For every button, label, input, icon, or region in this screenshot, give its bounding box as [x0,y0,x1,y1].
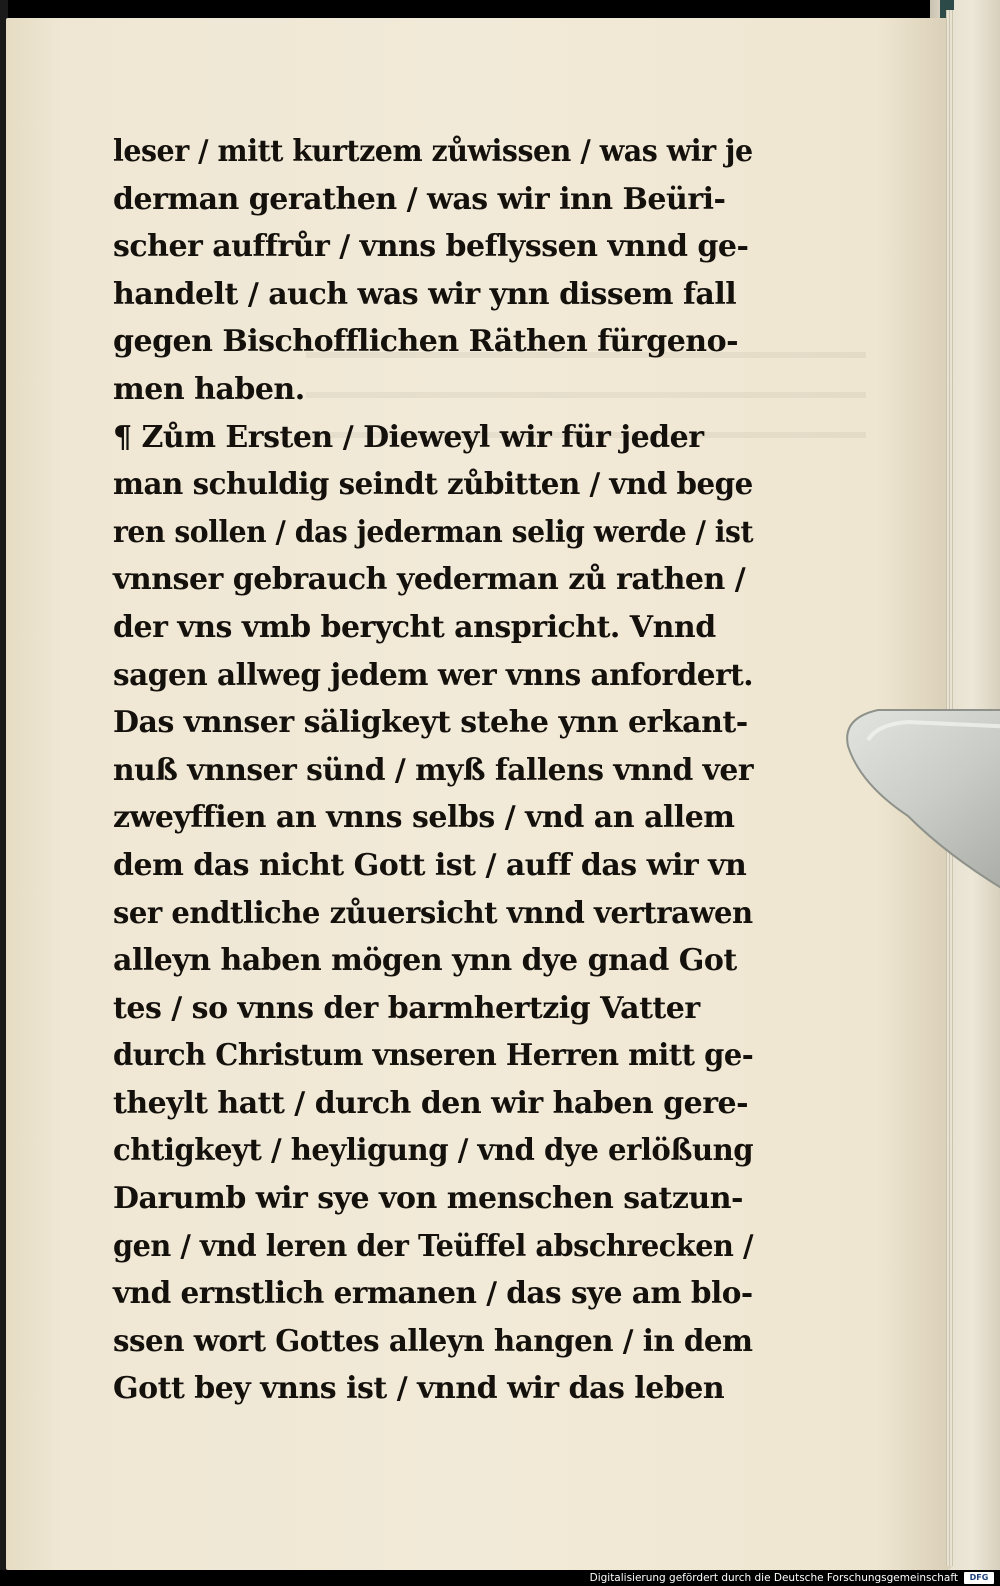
text-line: handelt / auch was wir ynn dissem fall [113,276,737,312]
text-line: leser / mitt kurtzem zůwissen / was wir je [113,134,753,169]
text-line: der vns vmb berycht anspricht. Vnnd [113,609,716,645]
text-line: men haben. [113,371,305,407]
text-line: Gott bey vnns ist / vnnd wir das leben [113,1371,725,1407]
text-line: scher auffrůr / vnns beflyssen vnnd ge- [113,229,749,265]
text-line: vnd ernstlich ermanen / das sye am blo- [113,1276,753,1312]
text-line: Darumb wir sye von menschen satzun- [113,1181,744,1217]
dfg-logo-icon: DFG [964,1572,994,1584]
text-line: man schuldig seindt zůbitten / vnd bege [113,467,753,503]
text-line: nuß vnnser sünd / myß fallens vnnd ver [113,752,754,788]
text-line: Das vnnser säligkeyt stehe ynn erkant- [113,705,748,741]
text-line: ren sollen / das jederman selig werde / ist [113,514,754,550]
page-edges [946,10,954,1566]
page-text [113,128,753,1413]
text-line: alleyn haben mögen ynn dye gnad Got [113,943,737,979]
text-line: durch Christum vnseren Herren mitt ge- [113,1038,754,1074]
text-line: ser endtliche zůuersicht vnnd vertrawen [113,895,753,931]
text-line: dem das nicht Gott ist / auff das wir vn [113,847,747,883]
text-line: tes / so vnns der barmhertzig Vatter [113,990,700,1026]
text-line: vnnser gebrauch yederman zů rathen / [113,562,746,598]
text-line: ¶ Zům Ersten / Dieweyl wir für jeder [113,419,704,455]
text-line: gegen Bischofflichen Räthen fürgeno- [113,324,739,360]
text-line: chtigkeyt / heyligung / vnd dye erlößung [113,1133,754,1169]
text-line: derman gerathen / was wir inn Beüri- [113,181,726,217]
text-line: zweyffien an vnns selbs / vnd an allem [113,800,735,836]
text-line: theylt hatt / durch den wir haben gere- [113,1085,749,1121]
footer-bar [0,1570,1000,1586]
funding-credit: Digitalisierung gefördert durch die Deutsche Forschungsgemeinschaft [589,1572,958,1584]
text-line: ssen wort Gottes alleyn hangen / in dem [113,1323,753,1359]
text-line: sagen allweg jedem wer vnns anfordert. [113,657,754,693]
text-line: gen / vnd leren der Teüffel abschrecken / [113,1228,753,1264]
